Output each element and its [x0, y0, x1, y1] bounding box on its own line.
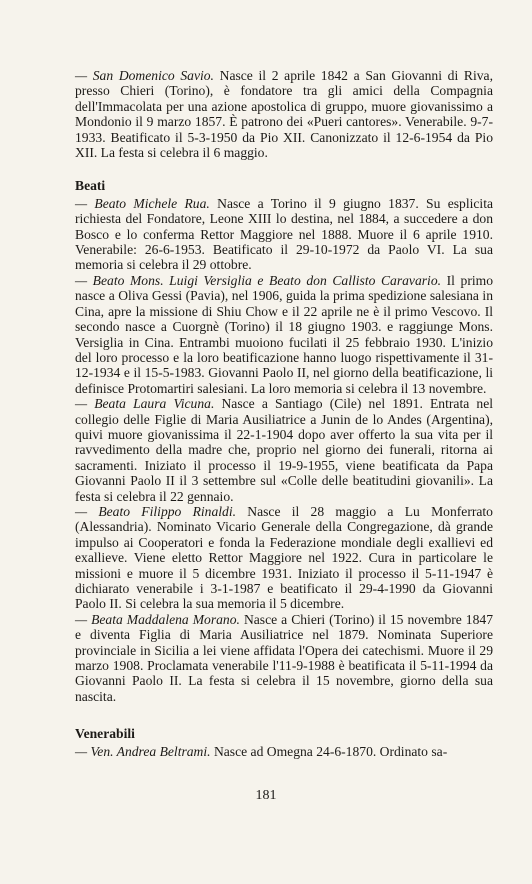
entry-name: — Beato Filippo Rinaldi.	[75, 503, 237, 519]
entry-text: Nasce il 28 maggio a Lu Monferrato (Alessandria). Nominato Vicario Generale della Congregazione, dà grande impulso ai Cooperatori e fonda la Federazione mondiale degli exallievi ed exallieve. Viene eletto Rettor Maggiore nel 1922. Cura in particolare le missioni e muore il 5 dicembre 1931. Iniziato il processo il 5-11-1947 è dichiarato venerabile i 3-1-1987 e beatificato il 29-4-1990 da Giovanni Paolo II. Si celebra la sua memoria il 5 dicembre.	[75, 503, 493, 612]
entry-name: — Beata Maddalena Morano.	[75, 611, 240, 627]
entry-name: — San Domenico Savio.	[75, 68, 214, 83]
section-title-venerabili: Venerabili	[75, 726, 135, 742]
body-text	[75, 68, 493, 759]
entry-text: Nasce a Santiago (Cile) nel 1891. Entrata nel collegio delle Figlie di Maria Ausiliatrice a Junin de lo Andes (Argentina), quivi muore giovanissima il 22-1-1904 dopo aver offerto la sua vita per il ravvedimento della madre che, proprio nel giorno dei funerali, ritorna ai sacramenti. Iniziato il processo il 19-9-1955, viene beatificata da Papa Giovanni Paolo II il 3 settembre sul «Colle delle beatitudini giovanili». La festa si celebra il 22 gennaio.	[75, 396, 493, 504]
entry-text: Il primo nasce a Oliva Gessi (Pavia), nel 1906, guida la prima spedizione salesiana in Cina, apre la missione di Shiu Chow e il 22 aprile ne è il primo Vescovo. Il secondo nasce a Cuorgnè (Torino) il 18 giugno 1903. e raggiunge Mons. Versiglia in Cina. Entrambi muoiono fucilati il 25 febbraio 1930. L'inizio del loro processo e la loro beatificazione hanno luogo rispettivamente il 31-12-1934 e il 15-5-1983. Giovanni Paolo II, nel giorno della beatificazione, li definisce Protomartiri salesiani. La loro memoria si celebra il 13 novembre.	[75, 272, 493, 396]
entry-laura-vicuna	[75, 396, 493, 504]
entry-michele-rua	[75, 196, 493, 273]
section-title-beati: Beati	[75, 178, 106, 194]
entry-domenico-savio	[75, 68, 493, 160]
entry-text: Nasce ad Omegna 24-6-1870. Ordinato sa-	[210, 743, 448, 759]
entry-name: — Beato Michele Rua.	[75, 195, 210, 211]
entry-versiglia-caravario	[75, 273, 493, 396]
entry-name: — Beata Laura Vicuna.	[75, 396, 215, 412]
entry-text: Nasce a Torino il 9 giugno 1837. Su esplicita richiesta del Fondatore, Leone XIII lo destina, nel 1884, a succedere a don Bosco e lo conferma Rettor Maggiore nel 1888. Muore il 6 aprile 1910. Venerabile: 26-6-1953. Beatificato il 29-10-1972 da Paolo VI. La sua memoria si celebra il 29 ottobre.	[75, 195, 494, 273]
entry-maddalena-morano	[75, 612, 493, 704]
entry-text: Nasce a Chieri (Torino) il 15 novembre 1847 e diventa Figlia di Maria Ausiliatrice nel 1879. Nominata Superiore provinciale in Sicilia a lei viene affidata l'Opera dei catechismi. Muore il 29 marzo 1908. Proclamata venerabile l'11-9-1988 è beatificata il 5-11-1994 da Giovanni Paolo II. La festa si celebra il 15 novembre, giorno della sua nascita.	[75, 611, 493, 704]
entry-andrea-beltrami	[75, 744, 493, 759]
entry-text: Nasce il 2 aprile 1842 a San Giovanni di Riva, presso Chieri (Torino), è fondatore tra gli amici della Compagnia dell'Immacolata per una azione apostolica di gruppo, muore giovanissimo a Mondonio il 9 marzo 1857. È patrono dei «Pueri cantores». Venerabile. 9-7-1933. Beatificato il 5-3-1950 da Pio XII. Canonizzato il 12-6-1954 da Pio XII. La festa si celebra il 6 maggio.	[75, 68, 493, 161]
entry-filippo-rinaldi	[75, 504, 493, 612]
page-number: 181	[255, 788, 277, 803]
entry-name: — Beato Mons. Luigi Versiglia e Beato don Callisto Caravario.	[75, 272, 442, 288]
entry-name: — Ven. Andrea Beltrami.	[75, 743, 211, 759]
